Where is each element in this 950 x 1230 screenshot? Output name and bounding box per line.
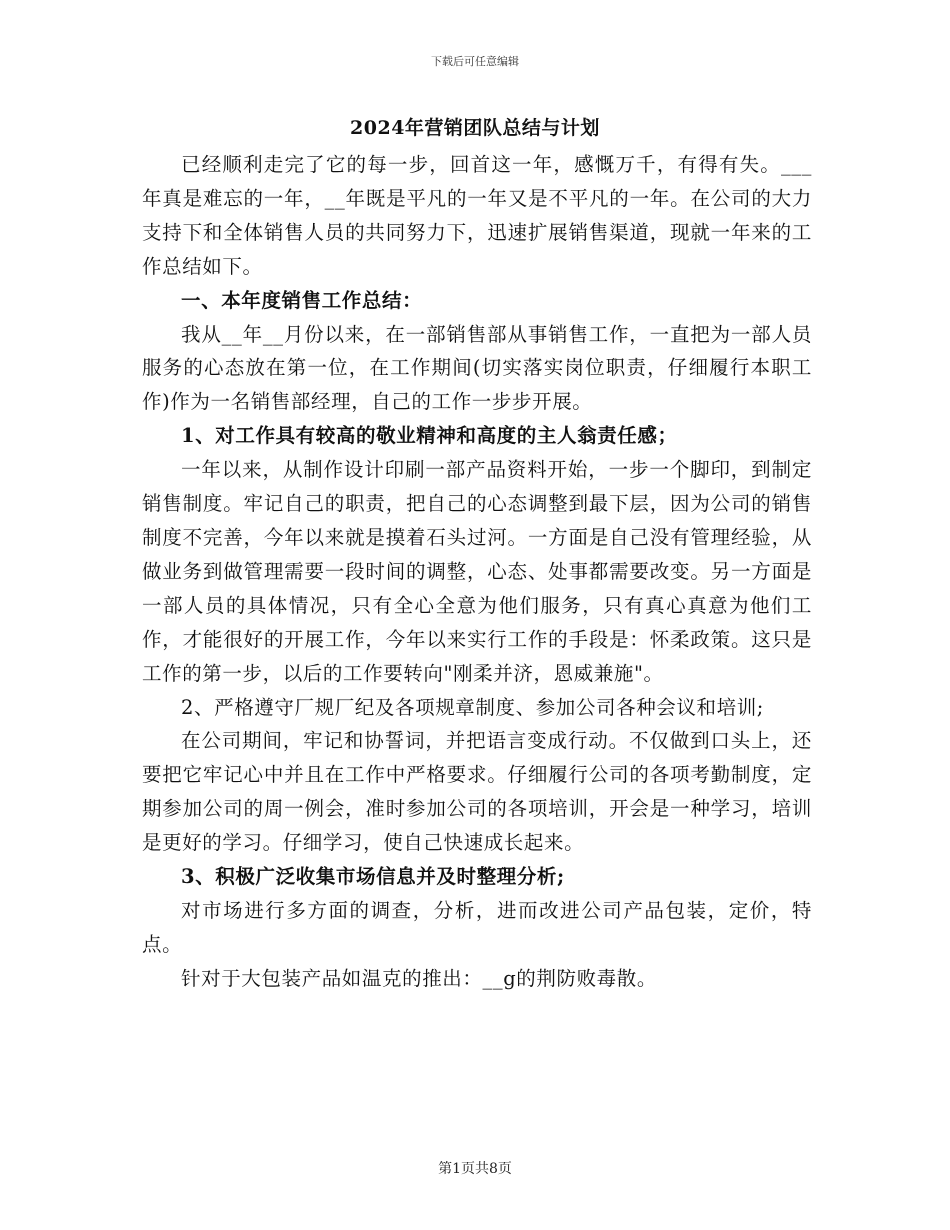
document-body [142,148,812,996]
page-number: 第1页共8页 [438,1161,512,1177]
subheading-market-info: 3、积极广泛收集市场信息并及时整理分析; [181,865,565,889]
page-title: 2024年营销团队总结与计划 [350,117,600,139]
subheading-dedication: 1、对工作具有较高的敬业精神和高度的主人翁责任感； [181,424,678,448]
paragraph-market-research: 对市场进行多方面的调查，分析，进而改进公司产品包装，定价，特点。 [142,898,812,956]
subheading-rules: 2、严格遵守厂规厂纪及各项规章制度、参加公司各种会议和培训; [181,695,764,719]
paragraph-intro: 已经顺利走完了它的每一步，回首这一年，感慨万千，有得有失。___年真是难忘的一年，__年既是平凡的一年又是不平凡的一年。在公司的大力支持下和全体销售人员的共同努力下，迅速扩展销售渠道，现就一年来的工作总结如下。 [142,153,812,278]
header-note: 下载后可任意编辑 [431,55,519,68]
section-heading-summary: 一、本年度销售工作总结： [181,288,423,312]
paragraph-dedication: 一年以来，从制作设计印刷一部产品资料开始，一步一个脚印，到制定销售制度。牢记自己的职责，把自己的心态调整到最下层，因为公司的销售制度不完善，今年以来就是摸着石头过河。一方面是自己没有管理经验，从做业务到做管理需要一段时间的调整，心态、处事都需要改变。另一方面是一部人员的具体情况，只有全心全意为他们服务，只有真心真意为他们工作，才能很好的开展工作，今年以来实行工作的手段是：怀柔政策。这只是工作的第一步，以后的工作要转向"刚柔并济，恩威兼施"。 [142,458,812,685]
paragraph-rules: 在公司期间，牢记和协誓词，并把语言变成行动。不仅做到口头上，还要把它牢记心中并且在工作中严格要求。仔细履行公司的各项考勤制度，定期参加公司的周一例会，准时参加公司的各项培训，开会是一种学习，培训是更好的学习。仔细学习，使自己快速成长起来。 [142,729,812,855]
paragraph-product-launch: 针对于大包装产品如温克的推出：__g的荆防败毒散。 [181,966,657,990]
paragraph-role: 我从__年__月份以来，在一部销售部从事销售工作，一直把为一部人员服务的心态放在第一位，在工作期间(切实落实岗位职责，仔细履行本职工作)作为一名销售部经理，自己的工作一步步开展。 [142,322,812,414]
